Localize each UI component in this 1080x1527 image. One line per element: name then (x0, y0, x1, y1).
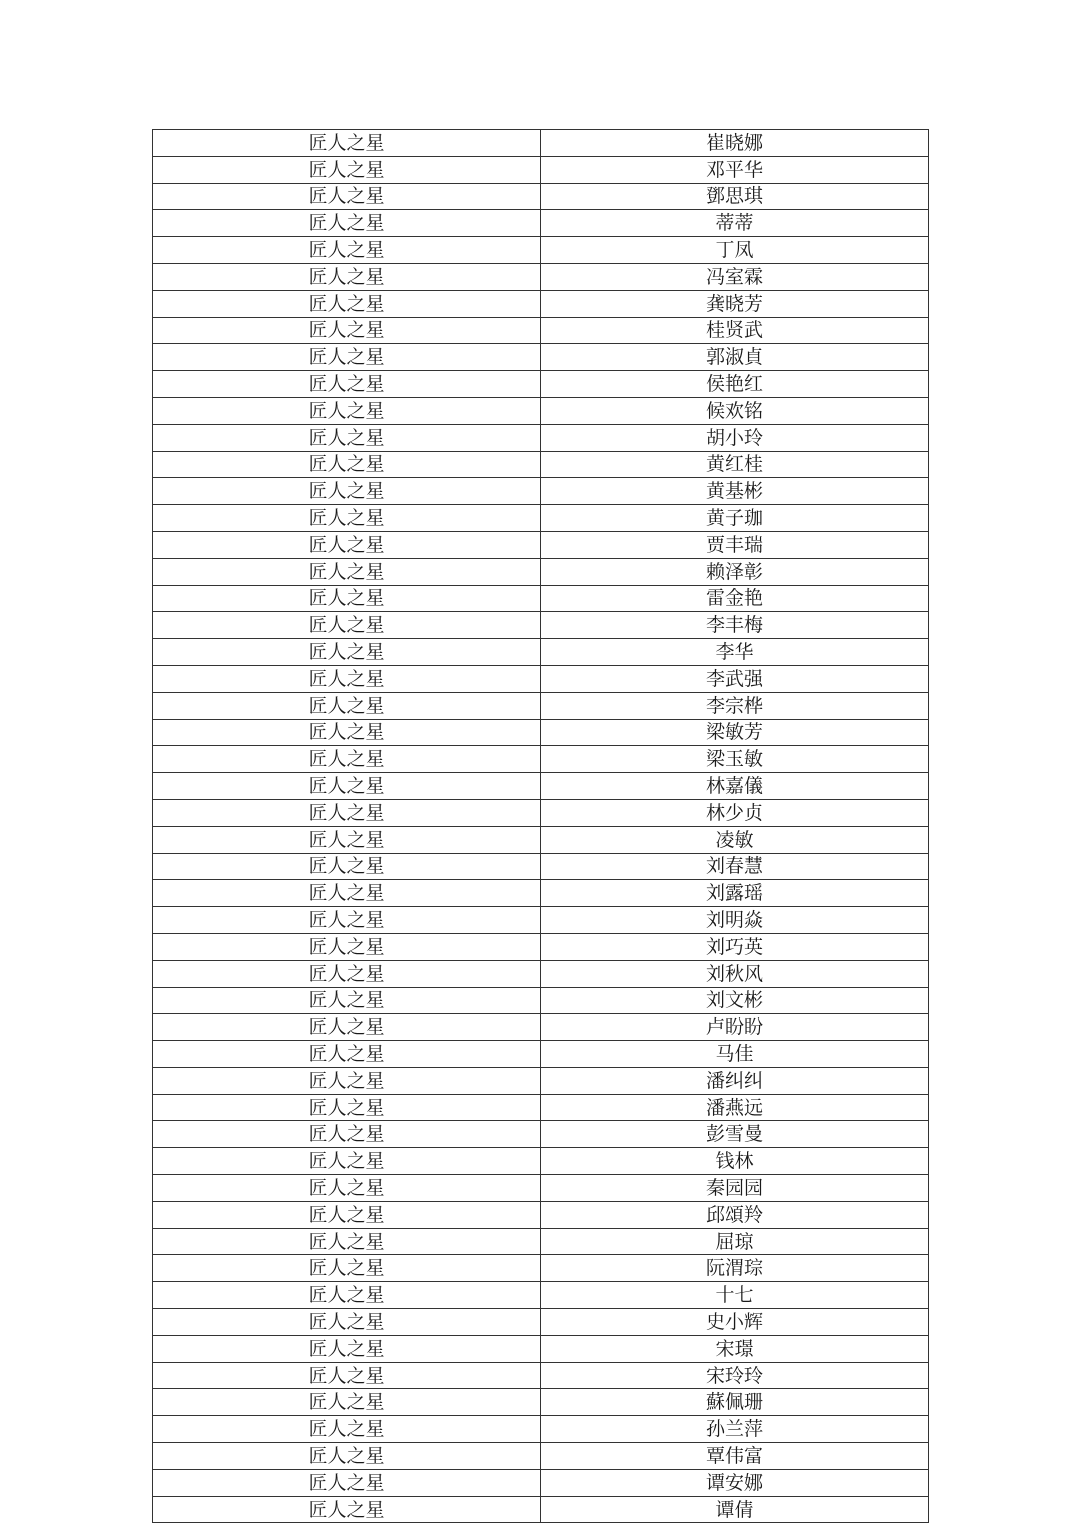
name-cell: 宋璟 (541, 1335, 929, 1362)
award-cell: 匠人之星 (153, 1416, 541, 1443)
table-row (153, 907, 929, 934)
award-cell: 匠人之星 (153, 290, 541, 317)
name-cell: 梁敏芳 (541, 719, 929, 746)
award-cell: 匠人之星 (153, 183, 541, 210)
name-cell: 赖泽彰 (541, 558, 929, 585)
award-cell: 匠人之星 (153, 692, 541, 719)
award-cell: 匠人之星 (153, 237, 541, 264)
table-row (153, 451, 929, 478)
table-row (153, 1067, 929, 1094)
table-row (153, 880, 929, 907)
name-cell: 李华 (541, 639, 929, 666)
award-cell: 匠人之星 (153, 263, 541, 290)
award-cell: 匠人之星 (153, 558, 541, 585)
name-cell: 蘇佩珊 (541, 1389, 929, 1416)
name-cell: 林少贞 (541, 799, 929, 826)
award-cell: 匠人之星 (153, 397, 541, 424)
award-cell: 匠人之星 (153, 1443, 541, 1470)
table-row (153, 1148, 929, 1175)
name-cell: 李丰梅 (541, 612, 929, 639)
name-cell: 梁玉敏 (541, 746, 929, 773)
table-row (153, 317, 929, 344)
award-cell: 匠人之星 (153, 1041, 541, 1068)
name-cell: 谭安娜 (541, 1469, 929, 1496)
table-row (153, 1255, 929, 1282)
table-row (153, 799, 929, 826)
name-cell: 李宗桦 (541, 692, 929, 719)
award-cell: 匠人之星 (153, 1496, 541, 1523)
award-cell: 匠人之星 (153, 451, 541, 478)
table-row (153, 826, 929, 853)
table-row (153, 987, 929, 1014)
award-cell: 匠人之星 (153, 853, 541, 880)
award-cell: 匠人之星 (153, 1335, 541, 1362)
name-cell: 刘文彬 (541, 987, 929, 1014)
name-cell: 屈琼 (541, 1228, 929, 1255)
award-cell: 匠人之星 (153, 960, 541, 987)
name-cell: 覃伟富 (541, 1443, 929, 1470)
name-cell: 谭倩 (541, 1496, 929, 1523)
name-cell: 桂贤武 (541, 317, 929, 344)
name-cell: 候欢铭 (541, 397, 929, 424)
table-row (153, 290, 929, 317)
award-cell: 匠人之星 (153, 210, 541, 237)
award-cell: 匠人之星 (153, 719, 541, 746)
name-cell: 阮渭琮 (541, 1255, 929, 1282)
table-row (153, 210, 929, 237)
table-row (153, 1121, 929, 1148)
name-cell: 雷金艳 (541, 585, 929, 612)
table-row (153, 1175, 929, 1202)
table-row (153, 692, 929, 719)
name-cell: 刘露瑶 (541, 880, 929, 907)
award-cell: 匠人之星 (153, 531, 541, 558)
table-row (153, 156, 929, 183)
award-cell: 匠人之星 (153, 1255, 541, 1282)
name-cell: 刘秋风 (541, 960, 929, 987)
award-cell: 匠人之星 (153, 1228, 541, 1255)
name-cell: 郭淑貞 (541, 344, 929, 371)
award-cell: 匠人之星 (153, 505, 541, 532)
award-cell: 匠人之星 (153, 1201, 541, 1228)
table-row (153, 719, 929, 746)
award-cell: 匠人之星 (153, 1282, 541, 1309)
table-row (153, 263, 929, 290)
award-cell: 匠人之星 (153, 344, 541, 371)
name-cell: 凌敏 (541, 826, 929, 853)
table-row (153, 130, 929, 157)
award-cell: 匠人之星 (153, 317, 541, 344)
award-cell: 匠人之星 (153, 585, 541, 612)
table-row (153, 1443, 929, 1470)
award-cell: 匠人之星 (153, 478, 541, 505)
table-row (153, 1309, 929, 1336)
table-row (153, 1094, 929, 1121)
table-row (153, 505, 929, 532)
name-cell: 林嘉儀 (541, 773, 929, 800)
name-cell: 彭雪曼 (541, 1121, 929, 1148)
name-cell: 史小辉 (541, 1309, 929, 1336)
award-cell: 匠人之星 (153, 799, 541, 826)
award-list-table (152, 129, 929, 1523)
award-cell: 匠人之星 (153, 130, 541, 157)
name-cell: 鄧思琪 (541, 183, 929, 210)
table-row (153, 478, 929, 505)
name-cell: 贾丰瑞 (541, 531, 929, 558)
table-row (153, 371, 929, 398)
table-row (153, 746, 929, 773)
table-row (153, 1335, 929, 1362)
award-cell: 匠人之星 (153, 156, 541, 183)
award-cell: 匠人之星 (153, 1469, 541, 1496)
name-cell: 丁凤 (541, 237, 929, 264)
table-row (153, 665, 929, 692)
award-cell: 匠人之星 (153, 1067, 541, 1094)
table-row (153, 933, 929, 960)
name-cell: 刘明焱 (541, 907, 929, 934)
award-cell: 匠人之星 (153, 1309, 541, 1336)
award-cell: 匠人之星 (153, 987, 541, 1014)
award-cell: 匠人之星 (153, 424, 541, 451)
name-cell: 十七 (541, 1282, 929, 1309)
table-row (153, 639, 929, 666)
table-row (153, 1228, 929, 1255)
award-cell: 匠人之星 (153, 639, 541, 666)
table-row (153, 612, 929, 639)
award-cell: 匠人之星 (153, 773, 541, 800)
name-cell: 钱林 (541, 1148, 929, 1175)
table-row (153, 1201, 929, 1228)
award-cell: 匠人之星 (153, 665, 541, 692)
name-cell: 黄红桂 (541, 451, 929, 478)
name-cell: 卢盼盼 (541, 1014, 929, 1041)
name-cell: 秦园园 (541, 1175, 929, 1202)
award-cell: 匠人之星 (153, 826, 541, 853)
award-cell: 匠人之星 (153, 1121, 541, 1148)
table-row (153, 1362, 929, 1389)
table-row (153, 531, 929, 558)
name-cell: 冯室霖 (541, 263, 929, 290)
table-row (153, 1282, 929, 1309)
name-cell: 宋玲玲 (541, 1362, 929, 1389)
table-row (153, 183, 929, 210)
table-row (153, 424, 929, 451)
table-row (153, 1496, 929, 1523)
table-row (153, 344, 929, 371)
name-cell: 胡小玲 (541, 424, 929, 451)
name-cell: 蒂蒂 (541, 210, 929, 237)
name-cell: 马佳 (541, 1041, 929, 1068)
name-cell: 崔晓娜 (541, 130, 929, 157)
name-cell: 邓平华 (541, 156, 929, 183)
table-row (153, 853, 929, 880)
name-cell: 邱頌羚 (541, 1201, 929, 1228)
name-cell: 潘燕远 (541, 1094, 929, 1121)
award-cell: 匠人之星 (153, 612, 541, 639)
name-cell: 李武强 (541, 665, 929, 692)
table-row (153, 960, 929, 987)
award-cell: 匠人之星 (153, 1148, 541, 1175)
name-cell: 黄基彬 (541, 478, 929, 505)
name-cell: 孙兰萍 (541, 1416, 929, 1443)
table-row (153, 1416, 929, 1443)
award-cell: 匠人之星 (153, 933, 541, 960)
table-row (153, 1469, 929, 1496)
award-cell: 匠人之星 (153, 1175, 541, 1202)
table-row (153, 773, 929, 800)
table-row (153, 585, 929, 612)
table-row (153, 558, 929, 585)
name-cell: 潘纠纠 (541, 1067, 929, 1094)
name-cell: 刘春慧 (541, 853, 929, 880)
name-cell: 龚晓芳 (541, 290, 929, 317)
award-cell: 匠人之星 (153, 1014, 541, 1041)
table-row (153, 397, 929, 424)
award-cell: 匠人之星 (153, 1362, 541, 1389)
award-list-body (153, 130, 929, 1523)
table-row (153, 1041, 929, 1068)
name-cell: 刘巧英 (541, 933, 929, 960)
award-cell: 匠人之星 (153, 746, 541, 773)
award-cell: 匠人之星 (153, 880, 541, 907)
table-row (153, 237, 929, 264)
award-cell: 匠人之星 (153, 1389, 541, 1416)
name-cell: 侯艳红 (541, 371, 929, 398)
award-cell: 匠人之星 (153, 371, 541, 398)
table-row (153, 1014, 929, 1041)
award-cell: 匠人之星 (153, 1094, 541, 1121)
name-cell: 黄子珈 (541, 505, 929, 532)
award-cell: 匠人之星 (153, 907, 541, 934)
table-row (153, 1389, 929, 1416)
